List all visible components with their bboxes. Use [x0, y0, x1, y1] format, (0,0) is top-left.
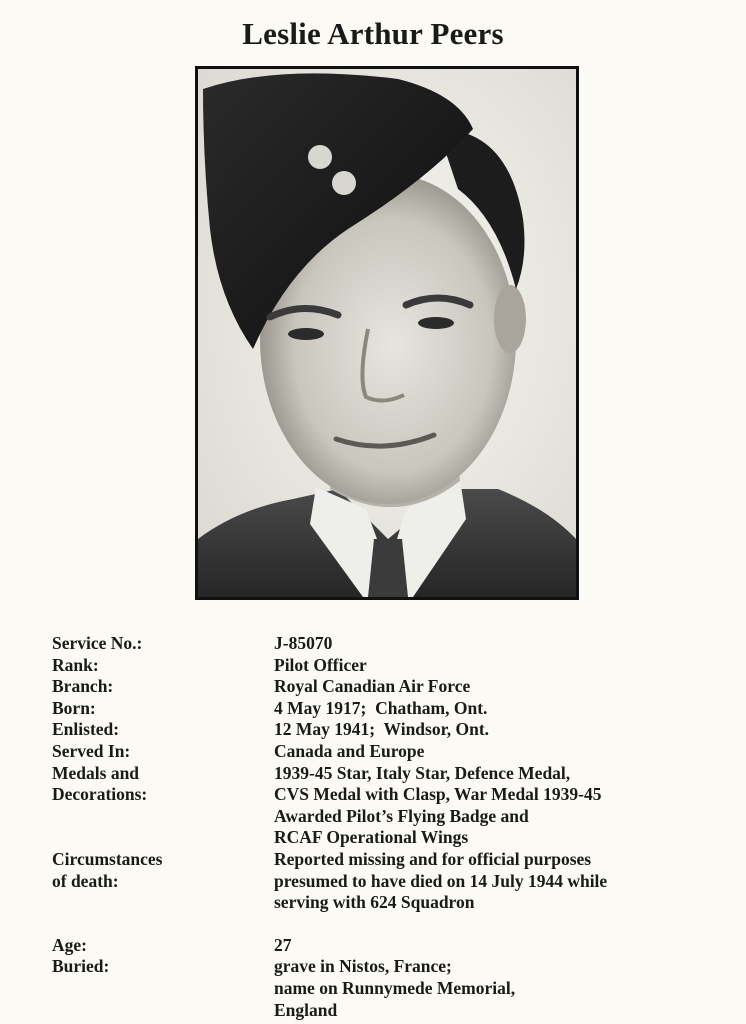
- circumstances-value-line: Reported missing and for official purposes: [274, 848, 592, 869]
- circumstances-row: [52, 849, 732, 914]
- rank-label: Rank:: [52, 654, 99, 675]
- branch-value: Royal Canadian Air Force: [274, 676, 471, 697]
- buried-value-line: grave in Nistos, France;: [274, 956, 452, 977]
- medals-row: [52, 763, 732, 849]
- service-number-value: J-85070: [274, 633, 333, 653]
- served-in-value: Canada and Europe: [274, 740, 425, 761]
- buried-label: Buried:: [52, 956, 110, 977]
- medals-label-line: Medals and: [52, 762, 140, 783]
- born-label: Born:: [52, 697, 96, 718]
- enlisted-value: 12 May 1941; Windsor, Ont.: [274, 719, 490, 740]
- buried-value-line: England: [274, 999, 338, 1020]
- medals-value-line: CVS Medal with Clasp, War Medal 1939-45: [274, 784, 602, 805]
- circumstances-value: [274, 849, 732, 914]
- circumstances-value-line: presumed to have died on 14 July 1944 while: [274, 870, 608, 891]
- buried-value-line: name on Runnymede Memorial,: [274, 977, 516, 998]
- born-value: 4 May 1917; Chatham, Ont.: [274, 697, 488, 718]
- rank-value: Pilot Officer: [274, 654, 367, 675]
- service-number-row: [52, 633, 732, 655]
- buried-value: [274, 956, 732, 1021]
- portrait-photo: [195, 66, 579, 600]
- branch-label: Branch:: [52, 676, 114, 697]
- service-record: [52, 633, 732, 1021]
- enlisted-label: Enlisted:: [52, 719, 120, 740]
- age-value: 27: [274, 934, 292, 955]
- medals-label: [52, 763, 274, 849]
- medals-value-line: Awarded Pilot’s Flying Badge and: [274, 805, 529, 826]
- served-in-label: Served In:: [52, 740, 131, 761]
- service-number-label: Service No.:: [52, 633, 143, 653]
- medals-label-line: Decorations:: [52, 784, 148, 805]
- enlisted-row: [52, 719, 732, 741]
- circumstances-value-line: serving with 624 Squadron: [274, 892, 475, 913]
- page-title: Leslie Arthur Peers: [242, 16, 504, 51]
- circumstances-label: [52, 849, 274, 914]
- age-row: [52, 935, 732, 957]
- rank-row: [52, 655, 732, 677]
- circumstances-label-line: of death:: [52, 870, 119, 891]
- portrait-illustration: [198, 69, 576, 597]
- age-label: Age:: [52, 934, 87, 955]
- circumstances-label-line: Circumstances: [52, 848, 163, 869]
- born-row: [52, 698, 732, 720]
- medals-value-line: RCAF Operational Wings: [274, 827, 469, 848]
- buried-row: [52, 956, 732, 1021]
- branch-row: [52, 676, 732, 698]
- served-in-row: [52, 741, 732, 763]
- medals-value-line: 1939-45 Star, Italy Star, Defence Medal,: [274, 762, 571, 783]
- medals-value: [274, 763, 732, 849]
